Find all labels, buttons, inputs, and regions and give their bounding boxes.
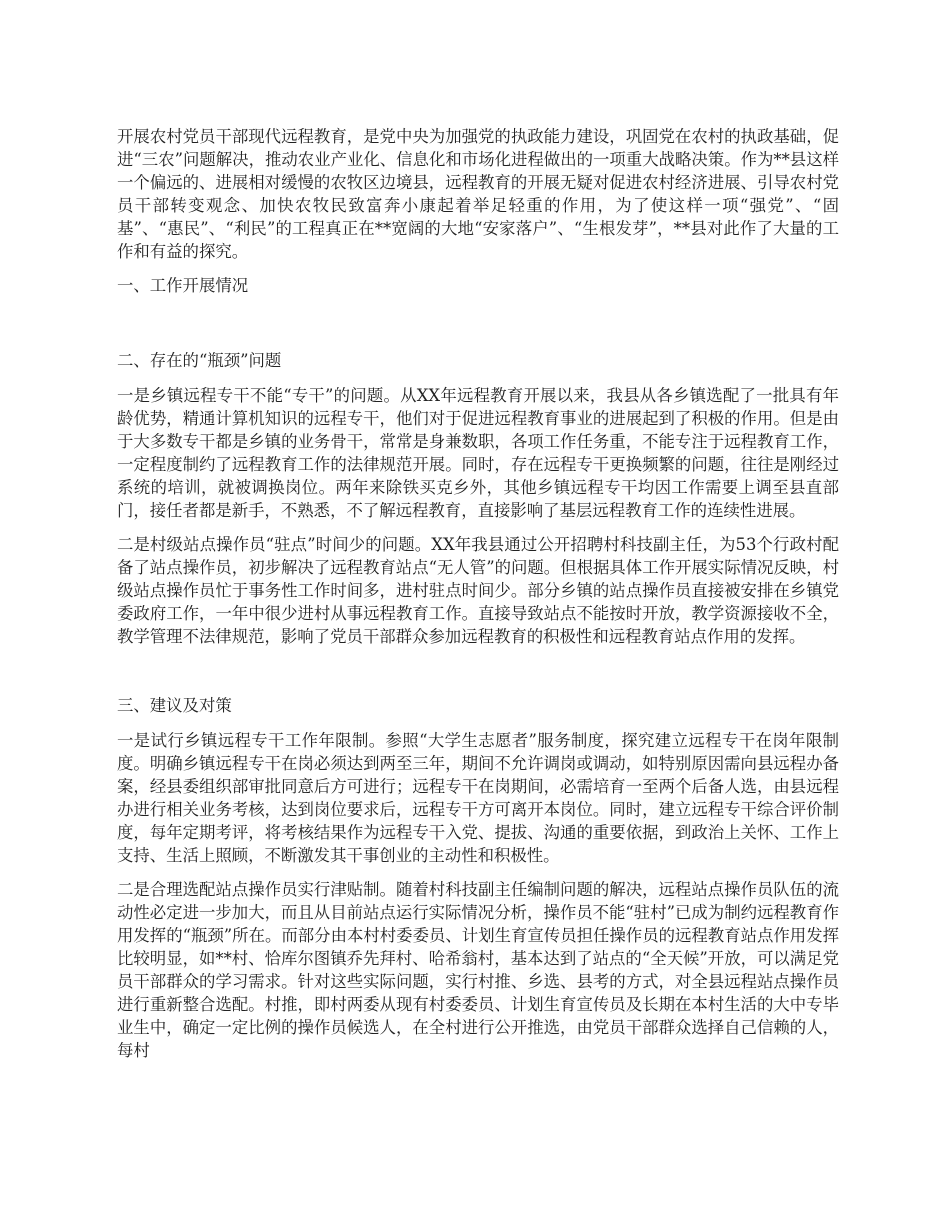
paragraph-allowance-system: 二是合理选配站点操作员实行津贴制。随着村科技副主任编制问题的解决，远程站点操作员队伍的流动性必定进一步加大，而且从目前站点运行实际情况分析，操作员不能“驻村”已成为制约远程教育作用发挥的“瓶颈”所在。而部分由本村村委委员、计划生育宣传员担任操作员的远程教育站点作用发挥比较明显，如**村、恰库尔图镇乔先拜村、哈希翁村，基本达到了站点的“全天候”开放，可以满足党员干部群众的学习需求。针对这些实际问题，实行村推、乡选、县考的方式，对全县远程站点操作员进行重新整合选配。村推，即村两委从现有村委委员、计划生育宣传员及长期在本村生活的大中专毕业生中，确定一定比例的操作员候选人，在全村进行公开推选，由党员干部群众选择自己信赖的人，每村 (117, 880, 839, 1060)
document-body (117, 125, 839, 1073)
paragraph-township-staff: 一是乡镇远程专干不能“专干”的问题。从XX年远程教育开展以来，我县从各乡镇选配了一批具有年龄优势，精通计算机知识的远程专干，他们对于促进远程教育事业的进展起到了积极的作用。但是由于大多数专干都是乡镇的业务骨干，常常是身兼数职，各项工作任务重，不能专注于远程教育工作，一定程度制约了远程教育工作的法律规范开展。同时，存在远程专干更换频繁的问题，往往是刚经过系统的培训，就被调换岗位。两年来除铁买克乡外，其他乡镇远程专干均因工作需要上调至县直部门，接任者都是新手，不熟悉，不了解远程教育，直接影响了基层远程教育工作的连续性进展。 (117, 386, 839, 520)
section-heading-suggestions: 三、建议及对策 (117, 696, 232, 715)
paragraph-village-operators: 二是村级站点操作员“驻点”时间少的问题。XX年我县通过公开招聘村科技副主任，为53个行政村配备了站点操作员，初步解决了远程教育站点“无人管”的问题。但根据具体工作开展实际情况反映，村级站点操作员忙于事务性工作时间多，进村驻点时间少。部分乡镇的站点操作员直接被安排在乡镇党委政府工作，一年中很少进村从事远程教育工作。直接导致站点不能按时开放，教学资源接收不全，教学管理不法律规范，影响了党员干部群众参加远程教育的积极性和远程教育站点作用的发挥。 (117, 535, 839, 646)
intro-paragraph: 开展农村党员干部现代远程教育，是党中央为加强党的执政能力建设，巩固党在农村的执政基础，促进“三农”问题解决，推动农业产业化、信息化和市场化进程做出的一项重大战略决策。作为**县这样一个偏远的、进展相对缓慢的农牧区边境县，远程教育的开展无疑对促进农村经济进展、引导农村党员干部转变观念、加快农牧民致富奔小康起着举足轻重的作用，为了使这样一项“强党”、“固基”、“惠民”、“利民”的工程真正在**宽阔的大地“安家落户”、“生根发芽”，**县对此作了大量的工作和有益的探究。 (117, 127, 839, 261)
section-heading-bottleneck: 二、存在的“瓶颈”问题 (117, 351, 282, 370)
section-heading-work-status: 一、工作开展情况 (117, 276, 249, 295)
paragraph-tenure-system: 一是试行乡镇远程专干工作年限制。参照“大学生志愿者”服务制度，探究建立远程专干在岗年限制度。明确乡镇远程专干在岗必须达到两至三年，期间不允许调岗或调动，如特别原因需向县远程办备案，经县委组织部审批同意后方可进行；远程专干在岗期间，必需培育一至两个后备人选，由县远程办进行相关业务考核，达到岗位要求后，远程专干方可离开本岗位。同时，建立远程专干综合评价制度，每年定期考评，将考核结果作为远程专干入党、提拔、沟通的重要依据，到政治上关怀、工作上支持、生活上照顾，不断激发其干事创业的主动性和积极性。 (117, 731, 839, 865)
